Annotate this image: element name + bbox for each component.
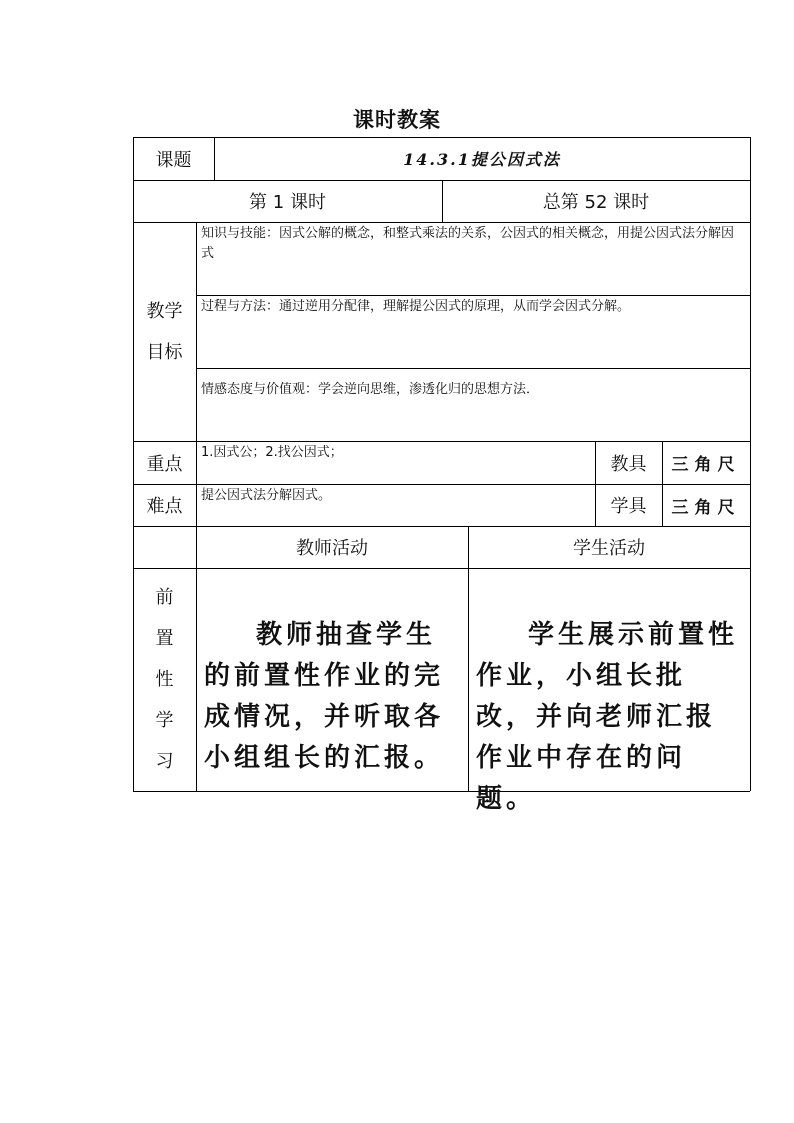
learning-aid-label: 学具 bbox=[610, 496, 647, 517]
objectives-label bbox=[133, 222, 196, 441]
total-period: 总第 52 课时 bbox=[542, 192, 650, 213]
teaching-aid-label: 教具 bbox=[610, 453, 647, 475]
pre-study-label-char: 前 bbox=[155, 587, 174, 608]
teacher-pre-study-activity: 教师抽查学生的前置性作业的完成情况，并听取各小组组长的汇报。 bbox=[204, 620, 445, 773]
difficulty-label: 难点 bbox=[146, 496, 183, 517]
topic-value: 14.3.1提公因式法 bbox=[403, 150, 561, 169]
lesson-period: 第 1 课时 bbox=[249, 192, 326, 213]
topic-label: 课题 bbox=[155, 149, 192, 171]
student-activity-header: 学生活动 bbox=[573, 538, 645, 559]
teaching-aid-value: 三角尺 bbox=[671, 455, 741, 475]
key-point-label: 重点 bbox=[146, 453, 183, 475]
student-pre-study-activity: 学生展示前置性作业，小组长批改，并向老师汇报作业中存在的问题。 bbox=[476, 620, 739, 814]
teacher-activity-header: 教师活动 bbox=[296, 538, 368, 559]
key-point-value: 1.因式公；2.找公因式； bbox=[201, 445, 343, 460]
learning-aid-value: 三角尺 bbox=[671, 497, 741, 518]
objective-emotion: 情感态度与价值观：学会逆向思维，渗透化归的思想方法． bbox=[201, 382, 540, 397]
pre-study-label-char: 性 bbox=[155, 669, 174, 690]
table-border-right bbox=[750, 137, 751, 791]
objective-knowledge: 知识与技能：因式公解的概念，和整式乘法的关系，公因式的相关概念，用提公因式法分解因式 bbox=[201, 226, 735, 261]
table-border-bottom bbox=[133, 791, 750, 792]
page-title: 课时教案 bbox=[353, 107, 441, 132]
pre-study-label bbox=[133, 568, 196, 791]
objectives-label-line: 目标 bbox=[146, 341, 183, 363]
pre-study-label-char: 置 bbox=[155, 628, 174, 649]
difficulty-value: 提公因式法分解因式。 bbox=[201, 488, 332, 503]
pre-study-label-char: 习 bbox=[155, 751, 174, 772]
objective-process: 过程与方法：通过逆用分配律，理解提公因式的原理，从而学会因式分解。 bbox=[201, 299, 631, 314]
row-divider bbox=[133, 568, 750, 569]
pre-study-label-char: 学 bbox=[155, 710, 174, 731]
objectives-label-line: 教学 bbox=[146, 300, 183, 322]
